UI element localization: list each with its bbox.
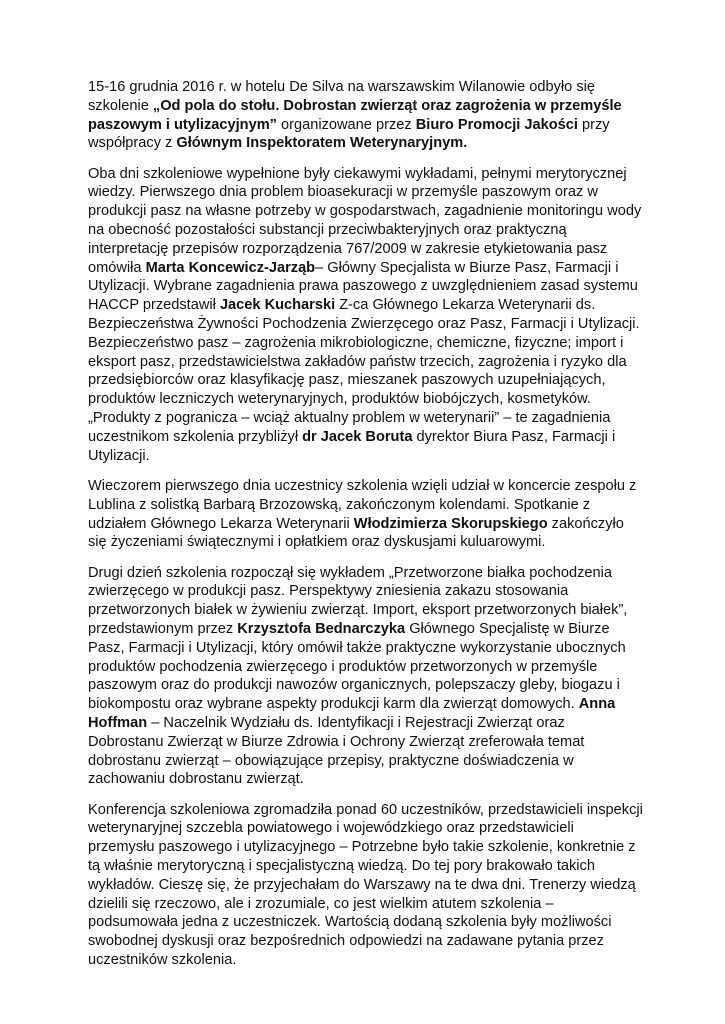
text-segment: Z-ca Głównego Lekarza Weterynarii ds. Bezpieczeństwa Żywności Pochodzenia Zwierzęcego oraz Pasz, Farmacji i Utylizacji. Bezpieczeństwo pasz – zagrożenia mikrobiologiczne, chemiczne, fizyczne; import i eksport pasz, przedstawicielstwa zakładów państw trzecich, zagrożenia i ryzyko dla przedsiębiorców oraz klasyfikację pasz, mieszanek paszowych uzupełniających, produktów leczniczych weterynaryjnych, produktów biobójczych, kosmetyków. „Produkty z pogranicza – wciąż aktualny problem w weterynarii” – te zagadnienia uczestnikom szkolenia przybliżył: [88, 297, 640, 445]
text-segment: – Główny Specjalista w Biurze Pasz, Farmacji i Utylizacji. Wybrane zagadnienia prawa paszowego z uwzględnieniem zasad systemu HACCP przedstawił: [88, 259, 638, 314]
text-segment: przy współpracy z: [88, 116, 610, 152]
guest-name: Włodzimierza Skorupskiego: [353, 515, 548, 532]
text-segment: dyrektor Biura Pasz, Farmacji i Utylizacji.: [88, 428, 616, 464]
speaker-name: Jacek Kucharski: [219, 297, 336, 314]
paragraph-day-one: [88, 165, 644, 466]
text-segment: Głównego Specjalistę w Biurze Pasz, Farmacji i Utylizacji, który omówił także praktyczne wykorzystanie ubocznych produktów pochodzenia zwierzęcego i produktów przetworzonych w przemyśle paszowym oraz do produkcji nawozów organicznych, polepszaczy gleby, biogazu i biokompostu oraz wybrane aspekty produkcji karm dla zwierząt domowych.: [88, 621, 626, 713]
text-segment: organizowane przez: [276, 116, 416, 133]
paragraph-day-two: [88, 564, 644, 790]
text-segment: Wieczorem pierwszego dnia uczestnicy szkolenia wzięli udział w koncercie zespołu z Lublina z solistką Barbarą Brzozowską, zakończonym kolendami. Spotkanie z udziałem Głównego Lekarza Weterynarii: [88, 477, 637, 532]
speaker-name: dr Jacek Boruta: [302, 428, 413, 445]
text-segment: Oba dni szkoleniowe wypełnione były ciekawymi wykładami, pełnymi merytorycznej wiedzy. Pierwszego dnia problem bioasekuracji w przemyśle paszowym oraz w produkcji pasz na własne potrzeby w gospodarstwach, zagadnienie monitoringu wody na obecność pozostałości substancji przeciwbakteryjnych oraz praktyczną interpretację przepisów rozporządzenia 767/2009 w zakresie etykietowania pasz omówiła: [88, 165, 642, 276]
paragraph-summary: [88, 801, 644, 970]
document-body: [88, 78, 644, 981]
speaker-name: Marta Koncewicz-Jarząb: [145, 259, 316, 276]
text-segment: 15-16 grudnia 2016 r. w hotelu De Silva na warszawskim Wilanowie odbyło się szkolenie: [88, 79, 595, 114]
training-title: „Od pola do stołu. Dobrostan zwierząt oraz zagrożenia w przemyśle paszowym i utylizacyjnym”: [88, 97, 622, 133]
text-segment: – Naczelnik Wydziału ds. Identyfikacji i Rejestracji Zwierząt oraz Dobrostanu Zwierząt w Biurze Zdrowia i Ochrony Zwierząt zreferowała temat dobrostanu zwierząt – obowiązujące przepisy, praktyczne doświadczenia w zachowaniu dobrostanu zwierząt.: [88, 715, 585, 788]
speaker-name: Krzysztofa Bednarczyka: [237, 621, 406, 638]
speaker-name: Anna Hoffman: [88, 696, 616, 731]
text-segment: Konferencja szkoleniowa zgromadziła ponad 60 uczestników, przedstawicieli inspekcji weterynaryjnej szczebla powiatowego i wojewódzkiego oraz przedstawicieli przemysłu paszowego i utylizacyjnego – Potrzebne było takie szkolenie, konkretnie z tą właśnie merytoryczną i specjalistyczną wiedzą. Do tej pory brakowało takich wykładów. Cieszę się, że przyjechałam do Warszawy na te dwa dni. Trenerzy wiedzą dzielili się rzeczowo, ale i zrozumiale, co jest wielkim atutem szkolenia – podsumowała jedna z uczestniczek. Wartością dodaną szkolenia były możliwości swobodnej dyskusji oraz bezpośrednich odpowiedzi na zadawane pytania przez uczestników szkolenia.: [88, 801, 643, 969]
text-segment: zakończyło się życzeniami świątecznymi i opłatkiem oraz dyskusjami kuluarowymi.: [88, 515, 624, 551]
text-segment: Drugi dzień szkolenia rozpoczął się wykładem „Przetworzone białka pochodzenia zwierzęcego w produkcji pasz. Perspektywy zniesienia zakazu stosowania przetworzonych białek w żywieniu zwierząt. Import, eksport przetworzonych białek”, przedstawionym przez: [88, 564, 628, 638]
partner-name: Głównym Inspektoratem Weterynaryjnym.: [176, 135, 468, 152]
paragraph-intro: [88, 78, 644, 153]
organizer-name: Biuro Promocji Jakości: [415, 116, 578, 133]
paragraph-evening: [88, 477, 644, 552]
